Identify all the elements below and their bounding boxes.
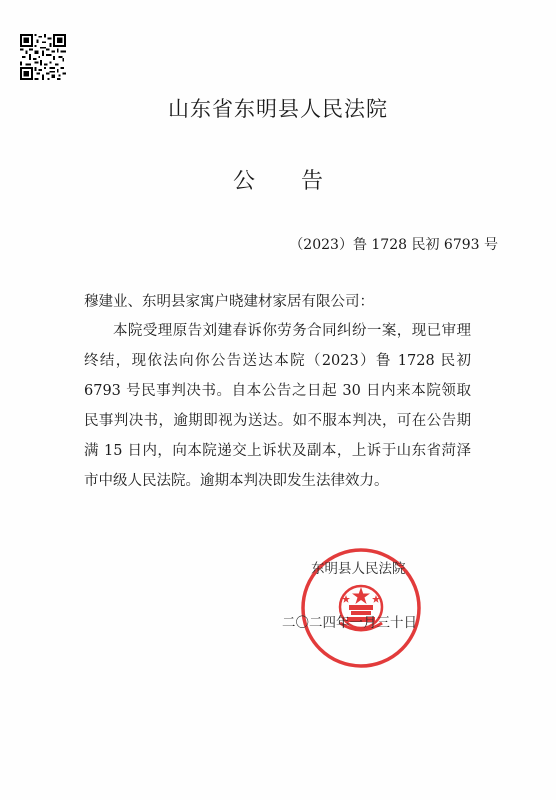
notice-body-paragraph: 本院受理原告刘建春诉你劳务合同纠纷一案，现已审理终结，现依法向你公告送达本院（2023）鲁 1728 民初 6793 号民事判决书。自本公告之日起 30 日内来本院领取民事判决书，逾期即视为送达。如不服本判决，可在公告期满 15 日内，向本院递交上诉状及副本，上诉于山东省菏泽市中级人民法院。逾期本判决即发生法律效力。 xyxy=(84,323,471,489)
document-number: （2023）鲁 1728 民初 6793 号 xyxy=(289,237,498,253)
qr-code-icon xyxy=(20,34,66,80)
addressee-line: 穆建业、东明县家寓户晓建材家居有限公司： xyxy=(84,294,374,310)
court-name-heading: 山东省东明县人民法院 xyxy=(168,97,388,121)
notice-title: 公告 xyxy=(232,169,369,194)
signature-date: 二〇二四年一月三十日 xyxy=(282,615,417,631)
signature-court-name: 东明县人民法院 xyxy=(311,561,406,577)
